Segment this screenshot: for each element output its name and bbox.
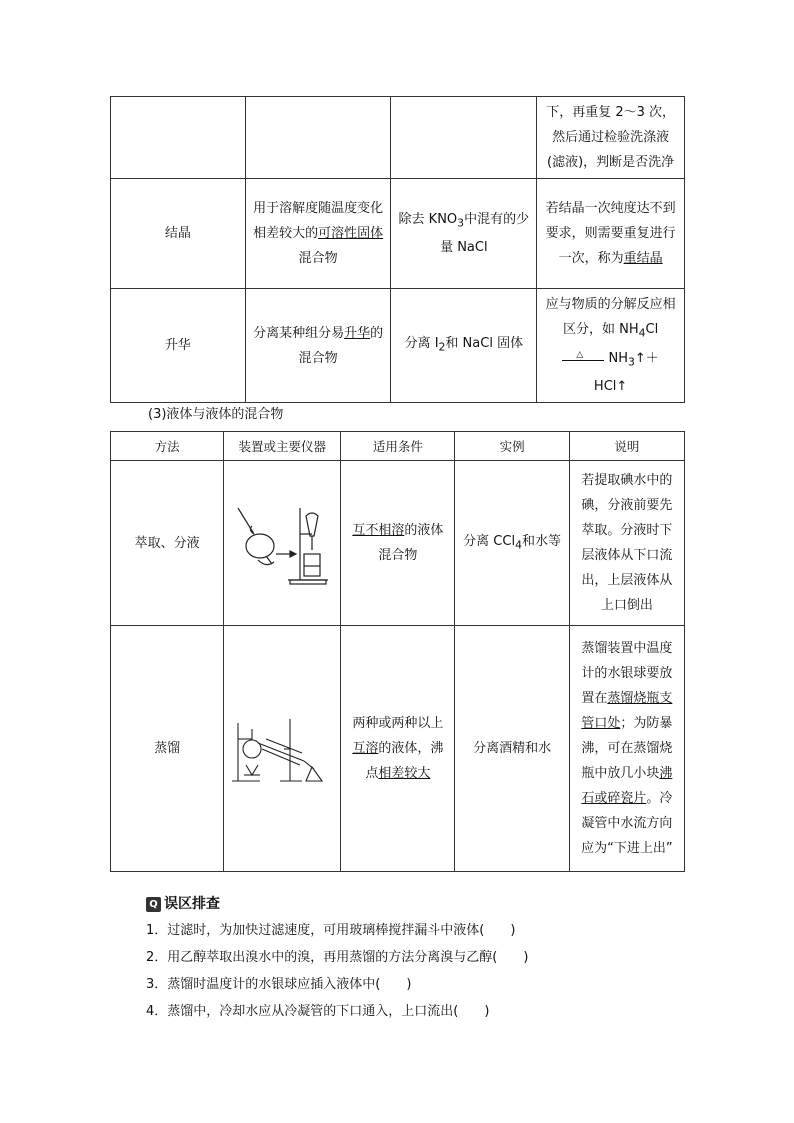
cell-condition: 两种或两种以上互溶的液体，沸点相差较大 [341, 626, 455, 872]
cell-condition: 用于溶解度随温度变化相差较大的可溶性固体混合物 [245, 179, 391, 289]
method-distillation: 蒸馏 [111, 626, 224, 872]
header-apparatus: 装置或主要仪器 [224, 432, 341, 461]
cell-condition: 分离某种组分易升华的混合物 [245, 289, 391, 403]
cell-example: 分离 $I_2$和 NaCl 固体 [391, 289, 537, 403]
method-sublimation: 升华 [111, 289, 246, 403]
reaction-arrow [562, 347, 604, 369]
cell-note: 若提取碘水中的碘，分液前要先萃取。分液时下层液体从下口流出，上层液体从上口倒出 [569, 461, 684, 626]
section-heading: Q 误区排查 [146, 893, 220, 913]
note-line: (滤液)，判断是否洗净 [547, 155, 675, 170]
section-caption: (3)液体与液体的混合物 [148, 407, 284, 422]
cell-empty [111, 97, 246, 179]
method-extraction: 萃取、分液 [111, 461, 224, 626]
magnifier-icon: Q [146, 897, 161, 912]
note-line: 然后通过检验洗涤液 [552, 130, 670, 145]
header-note: 说明 [569, 432, 684, 461]
cell-note: 蒸馏装置中温度计的水银球要放置在蒸馏烧瓶支管口处；为防暴沸，可在蒸馏烧瓶中放几小块沸石或碎瓷片。冷凝管中水流方向应为“下进上出” [569, 626, 684, 872]
note-line: 下，再重复 2～3 次， [546, 105, 675, 120]
separation-table-solids [110, 96, 685, 403]
separation-table-liquids [110, 431, 685, 872]
question-item: 2．用乙醇萃取出溴水中的溴，再用蒸馏的方法分离溴与乙醇( ) [146, 950, 529, 965]
cell-empty [391, 97, 537, 179]
distillation-apparatus-figure [230, 709, 334, 789]
question-item: 3．蒸馏时温度计的水银球应插入液体中( ) [146, 977, 412, 992]
cell-empty [245, 97, 391, 179]
cell-example: 除去 $KNO_3$中混有的少量 NaCl [391, 179, 537, 289]
cell-example: 分离酒精和水 [455, 626, 569, 872]
cell-example: 分离 CCl$_4$和水等 [455, 461, 569, 626]
header-method: 方法 [111, 432, 224, 461]
header-example: 实例 [455, 432, 569, 461]
heat-triangle-icon: △ [576, 350, 584, 360]
header-condition: 适用条件 [341, 432, 455, 461]
separatory-funnel-figure [232, 498, 332, 588]
cell-note: 若结晶一次纯度达不到要求，则需要重复进行一次，称为重结晶 [537, 179, 685, 289]
method-crystallization: 结晶 [111, 179, 246, 289]
question-item: 1．过滤时，为加快过滤速度，可用玻璃棒搅拌漏斗中液体( ) [146, 923, 516, 938]
question-item: 4．蒸馏中，冷却水应从冷凝管的下口通入，上口流出( ) [146, 1004, 490, 1019]
cell-apparatus [224, 461, 341, 626]
cell-note: 应与物质的分解反应相区分，如 $NH_4Cl$ △ $NH_3↑+$ HCl↑ [537, 289, 685, 403]
cell-note [537, 97, 685, 179]
cell-apparatus [224, 626, 341, 872]
cell-condition: 互不相溶的液体混合物 [341, 461, 455, 626]
